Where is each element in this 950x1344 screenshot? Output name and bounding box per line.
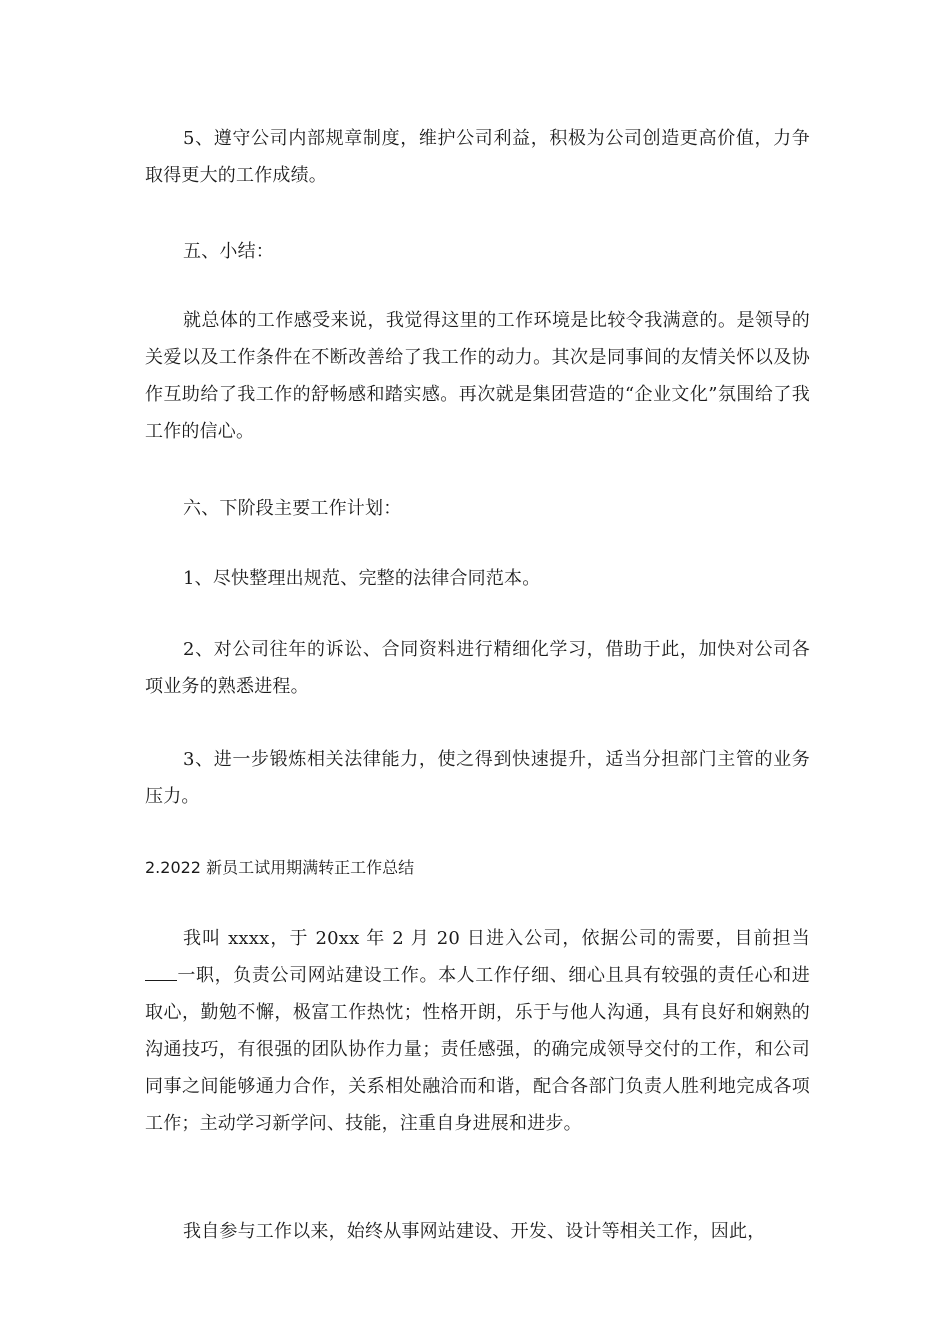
paragraph-summary-body: 就总体的工作感受来说，我觉得这里的工作环境是比较令我满意的。是领导的关爱以及工作条件在不断改善给了我工作的动力。其次是同事间的友情关怀以及协作互助给了我工作的舒畅感和踏实感。再次就是集团营造的“企业文化”氛围给了我工作的信心。 xyxy=(145,310,810,442)
paragraph-plan-1: 1、尽快整理出规范、完整的法律合同范本。 xyxy=(183,568,541,589)
paragraph-plan-3: 3、进一步锻炼相关法律能力，使之得到快速提升，适当分担部门主管的业务压力。 xyxy=(145,749,810,807)
fill-in-blank xyxy=(145,964,177,981)
paragraph-intro xyxy=(145,920,810,1142)
heading-next-plan: 六、下阶段主要工作计划： xyxy=(183,498,402,519)
paragraph-experience: 我自参与工作以来，始终从事网站建设、开发、设计等相关工作，因此， xyxy=(183,1221,766,1242)
paragraph-item-5: 5、遵守公司内部规章制度，维护公司利益，积极为公司创造更高价值，力争取得更大的工作成绩。 xyxy=(145,128,810,186)
paragraph-plan-2: 2、对公司往年的诉讼、合同资料进行精细化学习，借助于此，加快对公司各项业务的熟悉进程。 xyxy=(145,639,810,697)
section-title: 2.2022 新员工试用期满转正工作总结 xyxy=(145,858,415,877)
intro-text-rest: 一职，负责公司网站建设工作。本人工作仔细、细心且具有较强的责任心和进取心，勤勉不懈，极富工作热忱；性格开朗，乐于与他人沟通，具有良好和娴熟的沟通技巧，有很强的团队协作力量；责任感强，的确完成领导交付的工作，和公司同事之间能够通力合作，关系相处融洽而和谐，配合各部门负责人胜利地完成各项工作；主动学习新学问、技能，注重自身进展和进步。 xyxy=(145,965,810,1134)
heading-summary: 五、小结： xyxy=(183,241,274,262)
intro-text-start: 我叫 xxxx，于 20xx 年 2 月 20 日进入公司，依据公司的需要，目前担当 xyxy=(183,928,810,949)
